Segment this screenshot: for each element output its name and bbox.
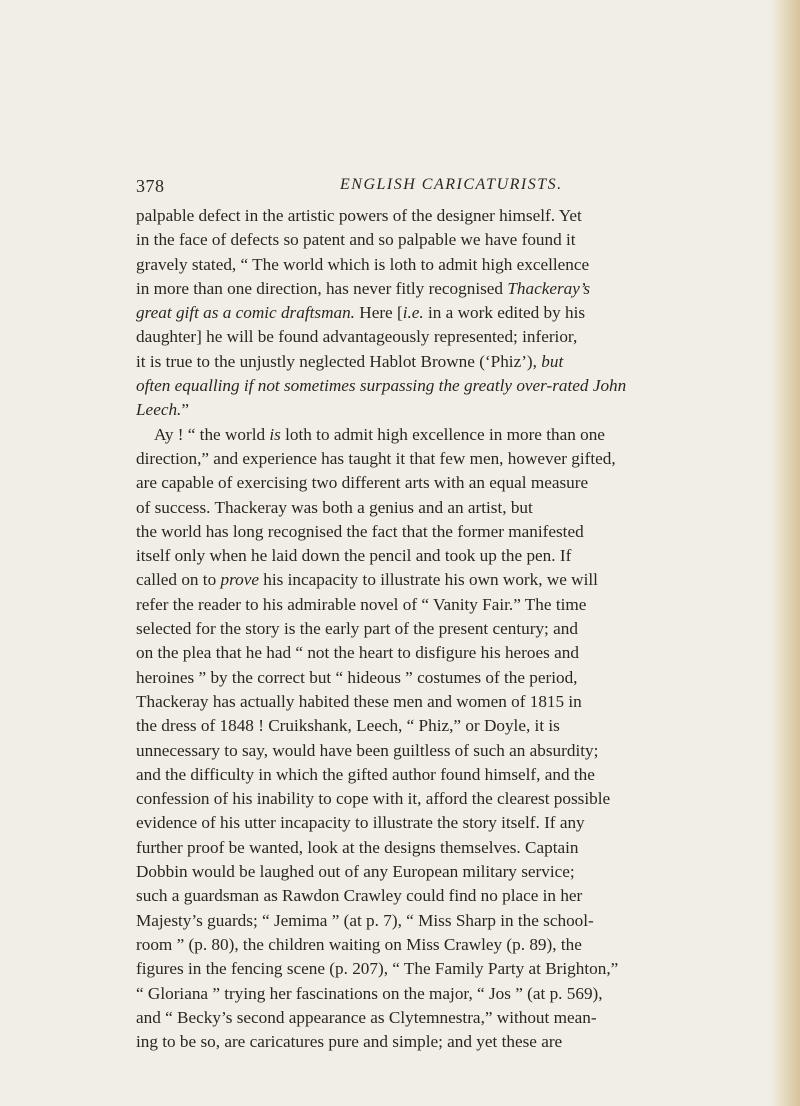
text-line — [136, 690, 672, 714]
italic-text: but — [541, 351, 564, 371]
italic-text: often equalling if not sometimes surpassing the greatly over-rated John — [136, 376, 627, 396]
text-segment: in a work edited by his — [423, 303, 586, 323]
italic-text: Thackeray’s — [507, 278, 591, 298]
text-segment: Majesty’s guards; “ Jemima ” (at p. 7), “ Miss Sharp in the school- — [136, 910, 594, 930]
text-line — [136, 739, 672, 763]
text-segment: further proof be wanted, look at the designs themselves. Captain — [136, 837, 579, 857]
text-segment: called on to — [136, 570, 221, 590]
text-segment: evidence of his utter incapacity to illustrate the story itself. If any — [136, 813, 585, 833]
text-line — [136, 568, 672, 592]
text-line — [136, 909, 672, 933]
text-segment: are capable of exercising two different arts with an equal measure — [136, 473, 589, 493]
running-head — [136, 176, 666, 200]
text-line — [136, 957, 672, 981]
text-line — [136, 447, 672, 471]
text-segment: “ Gloriana ” trying her fascinations on the major, “ Jos ” (at p. 569), — [136, 983, 603, 1003]
text-segment: in more than one direction, has never fitly recognised — [136, 278, 508, 298]
text-segment: confession of his inability to cope with it, afford the clearest possible — [136, 789, 611, 809]
text-line — [136, 617, 672, 641]
text-line — [136, 860, 672, 884]
text-segment: Dobbin would be laughed out of any European military service; — [136, 862, 575, 882]
text-line — [136, 496, 672, 520]
text-segment: of success. Thackeray was both a genius and an artist, but — [136, 497, 533, 517]
text-line — [136, 1006, 672, 1030]
text-line — [136, 398, 672, 422]
italic-text: great gift as a comic draftsman. — [136, 303, 355, 323]
text-line — [136, 204, 672, 228]
text-segment: Thackeray has actually habited these men and women of 1815 in — [136, 691, 582, 711]
body-text — [136, 204, 672, 1054]
italic-text: is — [269, 424, 281, 444]
page-number: 378 — [136, 176, 165, 196]
text-line — [136, 277, 672, 301]
text-line — [136, 544, 672, 568]
text-line — [136, 423, 672, 447]
text-line — [136, 350, 672, 374]
text-line — [136, 325, 672, 349]
text-segment: the dress of 1848 ! Cruikshank, Leech, “ Phiz,” or Doyle, it is — [136, 716, 560, 736]
text-line — [136, 666, 672, 690]
text-segment: room ” (p. 80), the children waiting on Miss Crawley (p. 89), the — [136, 934, 582, 954]
text-segment: palpable defect in the artistic powers of the designer himself. Yet — [136, 206, 582, 225]
text-segment: Ay ! “ the world — [154, 424, 270, 444]
text-segment: such a guardsman as Rawdon Crawley could find no place in her — [136, 886, 583, 906]
text-segment: his incapacity to illustrate his own work, we will — [258, 570, 598, 590]
running-title: ENGLISH CARICATURISTS. — [340, 176, 563, 193]
italic-text: Leech. — [136, 400, 182, 420]
text-segment: and “ Becky’s second appearance as Clytemnestra,” without mean- — [136, 1007, 597, 1027]
text-segment: gravely stated, “ The world which is loth to admit high excellence — [136, 254, 590, 274]
text-segment: figures in the fencing scene (p. 207), “ The Family Party at Brighton,” — [136, 959, 619, 979]
text-line — [136, 763, 672, 787]
text-line — [136, 520, 672, 544]
text-segment: selected for the story is the early part of the present century; and — [136, 619, 578, 639]
text-segment: refer the reader to his admirable novel of “ Vanity Fair.” The time — [136, 594, 587, 614]
text-segment: ing to be so, are caricatures pure and simple; and yet these are — [136, 1032, 563, 1052]
text-line — [136, 228, 672, 252]
text-line — [136, 641, 672, 665]
text-segment: on the plea that he had “ not the heart to disfigure his heroes and — [136, 643, 579, 663]
text-segment: in the face of defects so patent and so palpable we have found it — [136, 230, 576, 250]
text-segment: unnecessary to say, would have been guiltless of such an absurdity; — [136, 740, 599, 760]
text-segment: Here [ — [354, 303, 403, 323]
text-line — [136, 374, 672, 398]
text-line — [136, 982, 672, 1006]
text-line — [136, 301, 672, 325]
text-line — [136, 811, 672, 835]
text-segment: and the difficulty in which the gifted author found himself, and the — [136, 764, 595, 784]
text-line — [136, 933, 672, 957]
text-line — [136, 253, 672, 277]
text-line — [136, 884, 672, 908]
text-line — [136, 714, 672, 738]
text-line — [136, 593, 672, 617]
text-segment: itself only when he laid down the pencil and took up the pen. If — [136, 546, 572, 566]
italic-text: i.e. — [402, 303, 424, 323]
italic-text: prove — [220, 570, 259, 590]
text-segment: loth to admit high excellence in more than one — [280, 424, 605, 444]
text-line — [136, 836, 672, 860]
text-segment: direction,” and experience has taught it that few men, however gifted, — [136, 448, 616, 468]
text-segment: the world has long recognised the fact that the former manifested — [136, 521, 584, 541]
text-segment: ” — [181, 400, 189, 420]
text-segment: heroines ” by the correct but “ hideous ” costumes of the period, — [136, 667, 578, 687]
text-line — [136, 787, 672, 811]
text-line — [136, 471, 672, 495]
text-line — [136, 1030, 672, 1054]
text-segment: it is true to the unjustly neglected Hablot Browne (‘Phiz’), — [136, 351, 542, 371]
text-segment: daughter] he will be found advantageously represented; inferior, — [136, 327, 578, 347]
